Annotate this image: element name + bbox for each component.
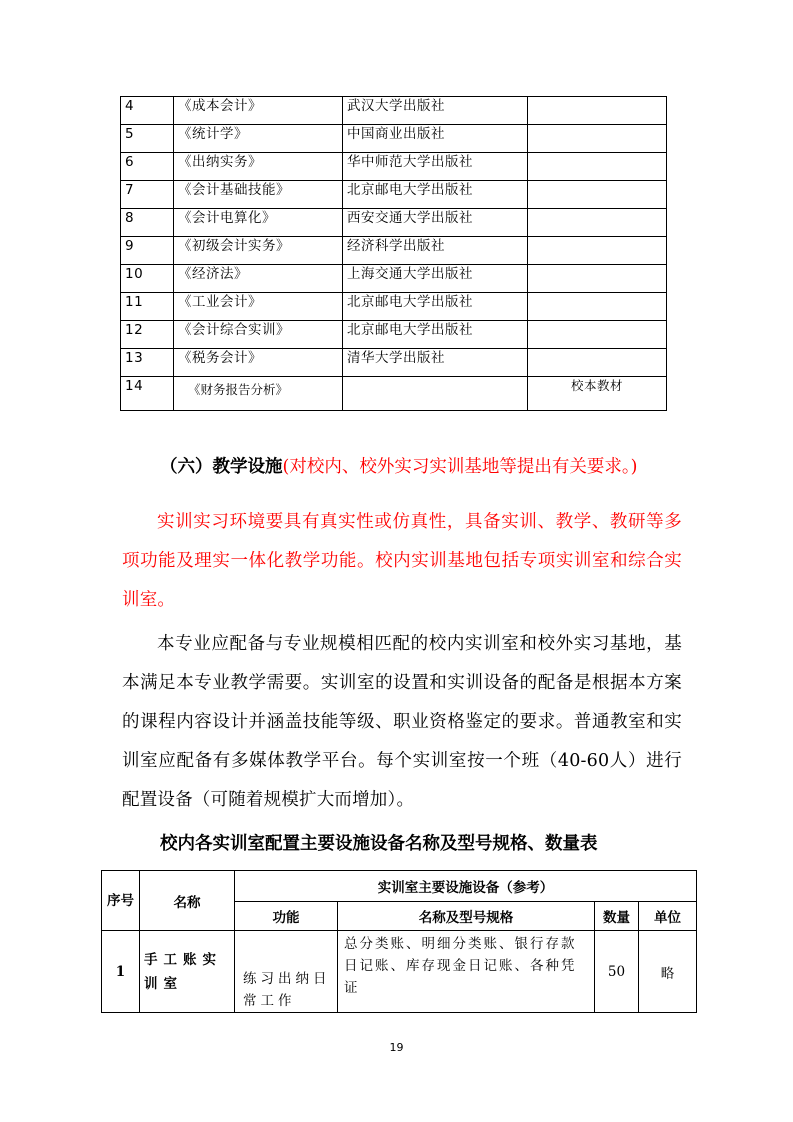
- table-row: [121, 181, 667, 209]
- book-publisher: 上海交通大学出版社: [343, 265, 528, 293]
- book-note: [528, 153, 667, 181]
- book-title: 《会计综合实训》: [174, 321, 343, 349]
- table-row: [121, 97, 667, 125]
- table-row: [121, 153, 667, 181]
- paragraph-description-text: 本专业应配备与专业规模相匹配的校内实训室和校外实习基地，基本满足本专业教学需要。实训室的设置和实训设备的配备是根据本方案的课程内容设计并涵盖技能等级、职业资格鉴定的要求。普通教室和实训室应配备有多媒体教学平台。每个实训室按一个班（40-60人）进行配置设备（可随着规模扩大而增加）。: [122, 634, 682, 810]
- book-publisher: 华中师范大学出版社: [343, 153, 528, 181]
- book-note: [528, 125, 667, 153]
- book-publisher: 北京邮电大学出版社: [343, 321, 528, 349]
- book-title: 《工业会计》: [174, 293, 343, 321]
- book-publisher: 北京邮电大学出版社: [343, 293, 528, 321]
- table-row: [121, 265, 667, 293]
- row-spec: 总分类账、明细分类账、银行存款日记账、库存现金日记账、各种凭证: [338, 931, 595, 1013]
- book-title: 《成本会计》: [174, 97, 343, 125]
- row-function: 练习出纳日常工作: [235, 931, 338, 1013]
- paragraph-requirements-text: 实训实习环境要具有真实性或仿真性，具备实训、教学、教研等多项功能及理实一体化教学功能。校内实训基地包括专项实训室和综合实训室。: [122, 512, 682, 610]
- header-name: 名称: [140, 871, 235, 931]
- header-qty: 数量: [595, 902, 639, 931]
- book-title: 《出纳实务》: [174, 153, 343, 181]
- equipment-table: [101, 870, 697, 1013]
- book-number: 12: [121, 321, 174, 349]
- header-function: 功能: [235, 902, 338, 931]
- book-note: [528, 265, 667, 293]
- book-number: 9: [121, 237, 174, 265]
- table-row: [121, 377, 667, 411]
- book-note: 校本教材: [528, 377, 667, 411]
- table-row: [102, 931, 697, 1013]
- equipment-table-title: 校内各实训室配置主要设施设备名称及型号规格、数量表: [160, 834, 598, 854]
- table-row: [121, 321, 667, 349]
- textbook-table: [120, 96, 667, 411]
- row-unit: 略: [639, 931, 697, 1013]
- book-publisher: 经济科学出版社: [343, 237, 528, 265]
- book-publisher: 武汉大学出版社: [343, 97, 528, 125]
- book-note: [528, 209, 667, 237]
- row-seq: 1: [102, 931, 140, 1013]
- section-heading-note: (对校内、校外实习实训基地等提出有关要求。): [282, 457, 638, 477]
- book-note: [528, 321, 667, 349]
- book-title: 《经济法》: [174, 265, 343, 293]
- book-title: 《会计电算化》: [174, 209, 343, 237]
- table-row: [121, 125, 667, 153]
- page-number: 19: [389, 1041, 404, 1054]
- book-title: 《会计基础技能》: [174, 181, 343, 209]
- table-row: [121, 237, 667, 265]
- header-group: 实训室主要设施设备（参考）: [235, 871, 697, 902]
- book-note: [528, 349, 667, 377]
- table-row: [121, 349, 667, 377]
- book-title: 《统计学》: [174, 125, 343, 153]
- book-number: 6: [121, 153, 174, 181]
- section-heading: [160, 452, 637, 482]
- book-publisher: 中国商业出版社: [343, 125, 528, 153]
- book-title: 《初级会计实务》: [174, 237, 343, 265]
- table-row: [121, 293, 667, 321]
- book-number: 13: [121, 349, 174, 377]
- header-unit: 单位: [639, 902, 697, 931]
- book-title: 《财务报告分析》: [174, 377, 343, 411]
- book-publisher: 清华大学出版社: [343, 349, 528, 377]
- header-spec: 名称及型号规格: [338, 902, 595, 931]
- book-number: 10: [121, 265, 174, 293]
- book-note: [528, 237, 667, 265]
- table-row: [121, 209, 667, 237]
- header-seq: 序号: [102, 871, 140, 931]
- book-note: [528, 293, 667, 321]
- book-publisher: [343, 377, 528, 411]
- book-note: [528, 181, 667, 209]
- book-number: 7: [121, 181, 174, 209]
- book-note: [528, 97, 667, 125]
- row-name: 手工账实训室: [140, 931, 235, 1013]
- book-publisher: 北京邮电大学出版社: [343, 181, 528, 209]
- book-number: 14: [121, 377, 174, 411]
- book-number: 5: [121, 125, 174, 153]
- book-number: 11: [121, 293, 174, 321]
- book-publisher: 西安交通大学出版社: [343, 209, 528, 237]
- section-heading-title: （六）教学设施: [160, 457, 283, 477]
- book-number: 4: [121, 97, 174, 125]
- book-title: 《税务会计》: [174, 349, 343, 377]
- paragraph-requirements: [122, 503, 682, 620]
- book-number: 8: [121, 209, 174, 237]
- paragraph-description: [122, 625, 682, 820]
- row-qty: 50: [595, 931, 639, 1013]
